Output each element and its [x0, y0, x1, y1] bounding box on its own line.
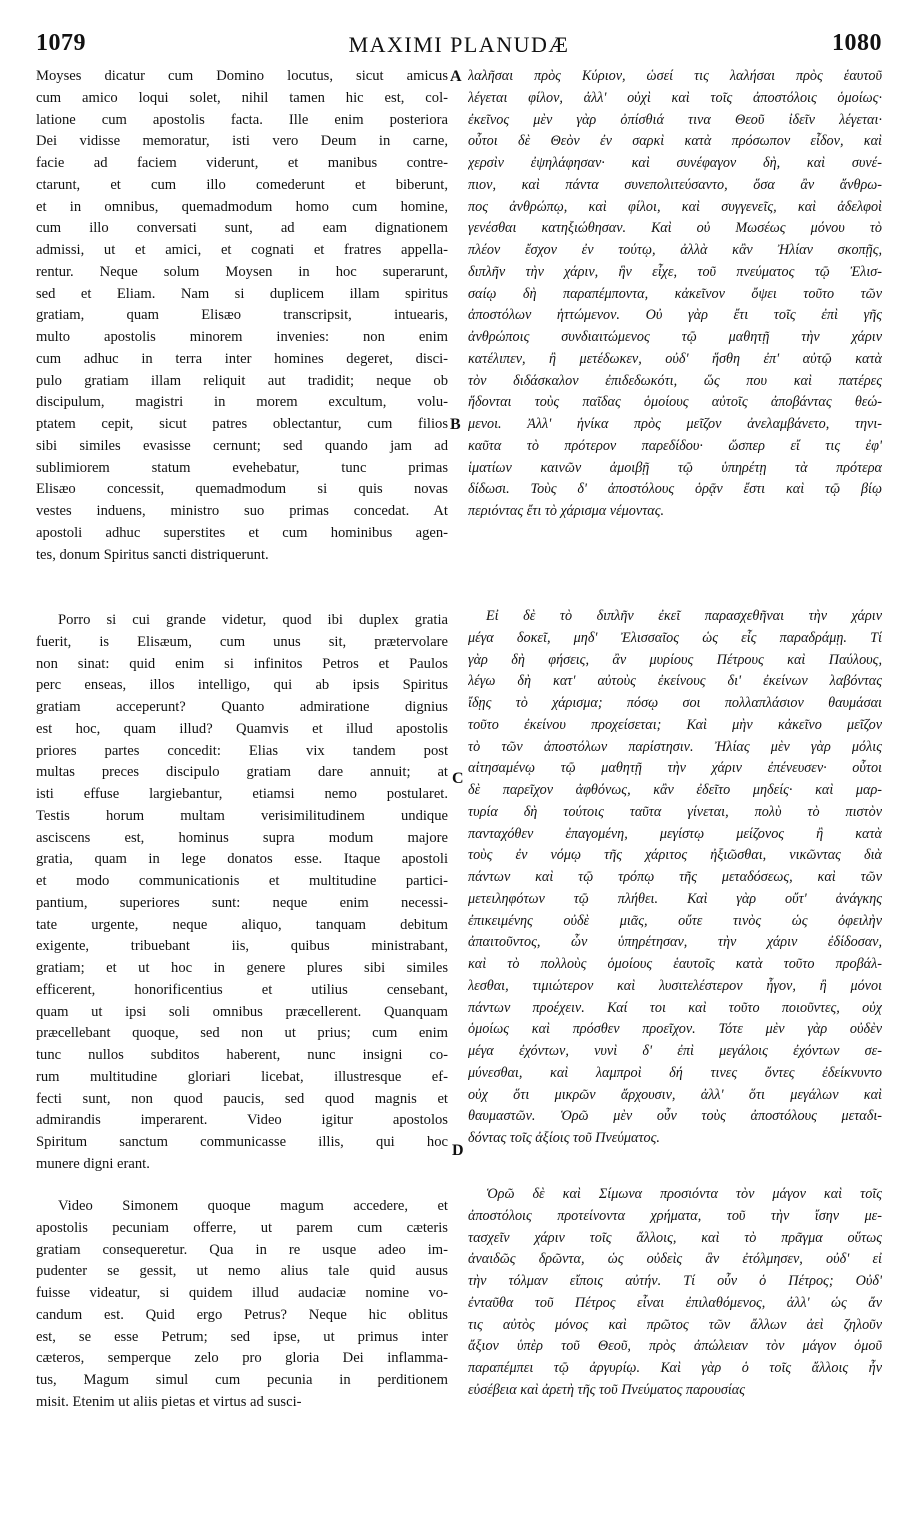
running-title: MAXIMI PLANUDÆ: [348, 32, 570, 57]
text-line: pulo gratiam illam reliquit aut tradidit; neque ob: [36, 372, 448, 389]
text-line: apostoli adhuc superstites et cum hominibus agen-: [36, 524, 448, 541]
text-line: ἴδῃς τὸ χάρισμα; πόσῳ σοι πολλαπλάσιον θαυμάσαι: [468, 695, 882, 711]
text-line: vestes induens, ministro suo primas concedat. At: [36, 503, 448, 519]
text-line: Porro si cui grande videtur, quod ibi duplex gratia: [58, 612, 448, 628]
text-line: rum multitudine gloriari licebat, illustresque ef-: [36, 1068, 448, 1085]
text-line: μενοι. Ἀλλ' ἡνίκα πρὸς μεῖζον ἀνελαμβάνετο, τηνι-: [468, 416, 882, 432]
text-line: priores partes concedit: Elias vix tandem post: [36, 742, 448, 759]
text-line: πανταχόθεν ἐπαγομένη, μεγίστῳ μείζονος ἢ κατὰ: [468, 825, 882, 842]
text-line: gratiam; et ut hoc in genere plures sibi similes: [36, 960, 448, 976]
text-line: λεσθαι, τιμιώτερον καὶ λυσιτελέστερον ἦγον, ἢ μόνοι: [468, 977, 882, 994]
text-line: cæteros, semperque zelo pro gloria Dei inflamma-: [36, 1350, 448, 1367]
text-line: ἄξιον ὑπὲρ τοῦ Θεοῦ, πρὸς ἀπώλειαν τὸν μάγον ὁμοῦ: [468, 1338, 882, 1355]
text-line: οὗτοι δὲ Θεὸν ἐν σαρκὶ κατὰ πρόσωπον εἶδον, καὶ: [468, 133, 882, 150]
greek-paragraph-1: [468, 66, 882, 523]
text-line: est, se esse Petrum; sed ipse, ut primus inter: [36, 1328, 448, 1345]
text-line: αἰτησαμένῳ τῷ μαθητῇ τὴν χάριν ἐπένευσεν· οὗτοι: [468, 760, 882, 777]
text-line: ἀνθρώποις συνδιαιτώμενος τῷ μαθητῇ τὴν χάριν: [468, 329, 882, 345]
text-line: sed et Eliam. Nam si duplicem illam spiritus: [36, 285, 448, 302]
text-line: γὰρ δὴ φήσεις, ἂν μυρίους Πέτρους καὶ Παύλους,: [468, 651, 882, 668]
text-line: quam ut ipsi soli omnibus præcellerent. Quanquam: [36, 1003, 448, 1020]
text-line: misit. Etenim ut aliis pietas et virtus ad susci-: [36, 1393, 302, 1410]
text-line: præcellebant quoque, sed non ut prius; cum enim: [36, 1025, 448, 1042]
text-line: ἐπικειμένης οὐδὲ μιᾶς, οὔτε τινὸς ὡς ὀφειλὴν: [468, 912, 882, 929]
text-line: τὸ τῶν ἀποστόλων παρίστησιν. Ἠλίας μὲν γὰρ μόλις: [468, 738, 882, 755]
margin-letter-d: D: [452, 1142, 464, 1159]
text-line: ἐνταῦθα τοῦ Πέτρος εἶναι ἐπιλαθόμενος, ἀλλ' ὡς ἄν: [468, 1294, 882, 1311]
text-line: sublimiorem statum evehebatur, tunc primas: [36, 459, 448, 476]
text-line: pantium, superiores sunt: neque enim necessi-: [36, 894, 448, 911]
text-line: fuerit, is Elisæum, cum unus sit, prætervolare: [36, 633, 448, 650]
text-line: γενέσθαι κατηξιώθησαν. Καὶ οὐ Μωσέως μόνου τὸ: [468, 220, 882, 237]
text-line: τὸν διδάσκαλον ἐπιδεδωκότι, ὥς που καὶ πατέρες: [468, 372, 882, 389]
text-line: χερσὶν ἐψηλάφησαν· καὶ συνέφαγον δὴ, καὶ συνέ-: [468, 155, 882, 171]
text-line: sibi similes evasisse cernunt; sed quando jam ad: [36, 437, 448, 454]
text-line: λαλῆσαι πρὸς Κύριον, ὡσεί τις λαλήσαι πρὸς ἑαυτοῦ: [468, 68, 882, 84]
text-line: et modo communicationis et multitudine partici-: [36, 873, 448, 889]
text-line: cum amico loqui solet, nihil tamen hic est, col-: [36, 89, 448, 106]
text-line: μετειληφότων τῷ πλήθει. Καὶ γὰρ οὔτ' ἀνάγκης: [468, 890, 882, 907]
text-line: μέγα δοκεῖ, μηδ' Ἐλισσαῖος ὡς εἷς παραδράμῃ. Τί: [468, 629, 882, 646]
text-line: tunc nullos subditos haberent, nunc insigni co-: [36, 1047, 448, 1063]
text-line: admissi, ut et amici, et cognati et fratres appella-: [36, 242, 448, 258]
text-line: Dei vidisse memoratur, isti vero Deum in carne,: [36, 133, 448, 150]
text-line: gratia, quam in lege donatos esse. Itaque apostoli: [36, 851, 448, 868]
text-line: ἀποστόλων ἡττώμενον. Οὐ γὰρ ἔτι τοῖς ἐπὶ γῆς: [468, 307, 882, 324]
greek-paragraph-2: [468, 606, 882, 1150]
text-line: tus, Magum simul cum pecunia in perditionem: [36, 1372, 448, 1388]
text-line: τοῦτο ἐκείνου προχείσεται; Καὶ μὴν κἀκεῖνο μεῖζον: [468, 716, 882, 733]
text-line: δίδωσι. Τοὺς δ' ἀποστόλους ὁρᾷν ἔστι καὶ τῷ βίῳ: [468, 481, 882, 498]
text-line: gratiam acceperunt? Quanto admiratione dignius: [36, 699, 448, 715]
right-page-number: 1080: [832, 30, 882, 56]
text-line: ctarunt, et cum illo comederunt et biberunt,: [36, 176, 448, 193]
text-line: παραπέμπει τῷ ἀργυρίῳ. Καὶ γὰρ ὁ τοῖς ἄλλοις ἦν: [468, 1360, 882, 1376]
text-line: cum adhuc in terra inter homines degeret, disci-: [36, 350, 448, 367]
text-line: Spiritum sanctum communicasse illis, qui hoc: [36, 1134, 448, 1150]
text-line: rentur. Neque solum Moysen in hoc superarunt,: [36, 263, 448, 280]
text-line: πος ἀνθρώπῳ, καὶ φίλοι, καὶ συγγενεῖς, καὶ ἀδελφοὶ: [468, 198, 882, 215]
text-line: non sinat: quid enim si infinitos Petros et Paulos: [36, 655, 448, 672]
text-line: facie ad faciem viderunt, et manibus contre-: [36, 155, 448, 171]
text-line: μύνεσθαι, καὶ λαμπροὶ δή τινες ὄντες ἐδείκνυντο: [468, 1064, 882, 1081]
text-line: tate urgente, neque aliquo, tanquam debitum: [36, 916, 448, 933]
text-line: θαυμαστῶν. Ὁρῶ μὲν οὖν τοὺς ἀποστόλους μεταδι-: [468, 1108, 882, 1125]
margin-letter-a: A: [450, 68, 462, 85]
latin-paragraph-1: [36, 66, 448, 566]
text-line: isti effuse largiebantur, etiamsi nemo postularet.: [36, 786, 448, 802]
text-line: Εἰ δὲ τὸ διπλῆν ἐκεῖ παρασχεθῆναι τὴν χάριν: [486, 608, 882, 624]
text-line: κατέλιπεν, ἢ μετέδωκεν, οὐδ' ἥσθη ἐπ' αὐτῷ κατὰ: [468, 350, 882, 367]
text-line: τασχεῖν χάριν τοῖς ἄλλοις, καὶ τὸ πρᾶγμα οὕτως: [468, 1229, 882, 1246]
text-line: λέγεται φίλον, ἀλλ' οὐχὶ καὶ τοῖς ἀποστόλοις ὁμοίως·: [468, 89, 882, 106]
text-line: καὶ τὸ πολλοὺς ὁμοίους ἑαυτοῖς κατὰ τοῦτο προβάλ-: [468, 956, 882, 972]
text-line: καῦτα τὸ πρότερον παρεδίδου· ὥσπερ εἴ τις ἐφ': [468, 437, 882, 454]
text-line: ptatem cepit, sicut patres oblectantur, cum filios: [36, 416, 448, 432]
text-line: latione cum apostolis facta. Ille enim posteriora: [36, 111, 448, 128]
text-line: Moyses dicatur cum Domino locutus, sicut amicus: [36, 68, 448, 84]
greek-paragraph-3: [468, 1184, 882, 1402]
text-line: πάντων προέχειν. Καί τοι καὶ τοῦτο ποιοῦντες, οὐχ: [468, 999, 882, 1016]
text-line: τις αὐτὸς μόνος καὶ πρῶτος τῶν ἄλλων ἀεὶ ζηλοῦν: [468, 1316, 882, 1333]
text-line: Video Simonem quoque magum accedere, et: [58, 1198, 448, 1214]
text-line: candum est. Quid ergo Petrus? Neque hic oblitus: [36, 1306, 448, 1323]
text-line: tes, donum Spiritus sancti distriquerunt.: [36, 546, 269, 563]
margin-letter-b: B: [450, 416, 461, 433]
text-line: σαίῳ δὴ παραπέμποντα, κἀκεῖνον ὄψει τοῦτο τῶν: [468, 285, 882, 302]
text-line: δόντας τοῖς ἀξίοις τοῦ Πνεύματος.: [468, 1130, 660, 1146]
text-line: gratiam, quam Elisæo transcripsit, intuearis,: [36, 307, 448, 324]
text-line: περιόντας ἔτι τὸ χάρισμα νέμοντας.: [468, 503, 665, 519]
text-line: ἱματίων καινῶν ἀμοιβῇ τῷ ὑπηρέτῃ τὰ πρότερα: [468, 459, 882, 476]
text-line: εὐσέβεια καὶ ἀρετὴ τῆς τοῦ Πνεύματος παρουσίας: [468, 1381, 745, 1398]
text-line: efficerent, honorificentius et utilius censebant,: [36, 981, 448, 998]
text-line: et in omnibus, quemadmodum homo cum homine,: [36, 198, 448, 215]
text-line: admirandis imperarent. Video igitur apostolos: [36, 1112, 448, 1129]
text-line: ἀναιδῶς δρῶντα, ὡς οὐδεὶς ἂν ἐτόλμησεν, οὐδ' εἰ: [468, 1251, 882, 1268]
text-line: munere digni erant.: [36, 1155, 150, 1172]
text-line: πάντων καὶ τῷ τρόπῳ τῆς μεταδόσεως, καὶ τῶν: [468, 869, 882, 885]
page-header: [36, 30, 882, 64]
left-page-number: 1079: [36, 30, 86, 56]
text-line: οὐχ ὅτι μικρῶν ἄρχουσιν, ἀλλ' ὅτι μεγάλων καὶ: [468, 1086, 882, 1103]
text-line: exigente, tribuebant iis, quibus ministrabant,: [36, 938, 448, 955]
text-line: perc enseas, illos intelligo, qui ab ipsis Spiritus: [36, 677, 448, 694]
text-line: Ὁρῶ δὲ καὶ Σίμωνα προσιόντα τὸν μάγον καὶ τοῖς: [486, 1186, 882, 1202]
text-line: gratiam consequeretur. Qua in re usque adeo im-: [36, 1241, 448, 1258]
text-line: ἀπαιτοῦντος, ὧν ὑπηρέτησαν, τὴν χάριν ἐδίδοσαν,: [468, 934, 882, 951]
text-line: fecti sunt, non quod paucis, sed quod magnis et: [36, 1090, 448, 1107]
text-line: διπλῆν τὴν χάριν, ἣν εἶχε, τοῦ πνεύματος τῷ Ἐλισ-: [468, 263, 882, 280]
text-line: λέγω δὴ κατ' αὐτοὺς ἐκείνους δι' ἐκείνων λαβόντας: [468, 673, 882, 690]
text-line: fuisse videatur, si quidem illud audaciæ nomine vo-: [36, 1285, 448, 1301]
text-line: ὁμοίως καὶ πρόσθεν προεῖχον. Τότε μὲν γὰρ οὐδὲν: [468, 1021, 882, 1038]
text-line: πλέον ἔσχον ἐν τούτῳ, ἀλλὰ κἂν Ἠλίαν σκοπῇς,: [468, 242, 882, 258]
text-line: ἐκεῖνος μὲν γὰρ ὀπίσθιά τινα Θεοῦ ἰδεῖν λέγεται·: [468, 111, 882, 128]
text-line: discipulum, magistri in morem excultum, volu-: [36, 394, 448, 411]
text-line: pudenter se gessit, ut nemo alius tale quid ausus: [36, 1263, 448, 1280]
text-line: τὴν τόλμαν εἴποις αὐτήν. Τί οὖν ὁ Πέτρος; Οὐδ': [468, 1273, 882, 1289]
text-line: ἥδονται τοὺς παῖδας ὁμοίους αὐτοῖς ἀποβάντας θεώ-: [468, 394, 882, 411]
text-line: δὲ παρεῖχον ἀφθόνως, κἂν ἐδεῖτο μηδείς· καὶ μαρ-: [468, 782, 882, 798]
text-line: cum illo conversati sunt, ad eam dignationem: [36, 220, 448, 237]
text-line: asciscens est, hominus supra modum majore: [36, 829, 448, 846]
text-line: ἀποστόλοις προτείνοντα χρήματα, τοῦ τὴν ἴσην με-: [468, 1207, 882, 1224]
text-line: τοὺς ἐν νόμῳ τῆς χάριτος ἠξιῶσθαι, νικῶντας διὰ: [468, 847, 882, 864]
margin-letter-c: C: [452, 770, 464, 787]
text-line: τυρία δὴ τούτοις ταῦτα γίνεται, πολὺ τὸ πιστὸν: [468, 803, 882, 820]
text-line: Testis horum multam verisimilitudinem undique: [36, 807, 448, 824]
text-line: multo apostolis minorem invenies: non enim: [36, 329, 448, 345]
text-line: πιον, καὶ πάντα συνεπολιτεύσαντο, ὅσα ἂν ἄνθρω-: [468, 176, 882, 193]
latin-paragraph-3: [36, 1196, 448, 1414]
latin-paragraph-2: [36, 610, 448, 1176]
text-line: multas preces discipulo gratiam dare annuit; at: [36, 764, 448, 781]
text-line: apostolis pecuniam offerre, ut parem cum cæteris: [36, 1219, 448, 1236]
text-line: est hoc, quam illud? Quamvis et illud apostolis: [36, 720, 448, 737]
text-line: Elisæo concessit, quemadmodum si quis novas: [36, 481, 448, 498]
text-line: μέγα ἐχόντων, νυνὶ δ' ἐπὶ μεγάλοις ἐχόντων σε-: [468, 1043, 882, 1059]
